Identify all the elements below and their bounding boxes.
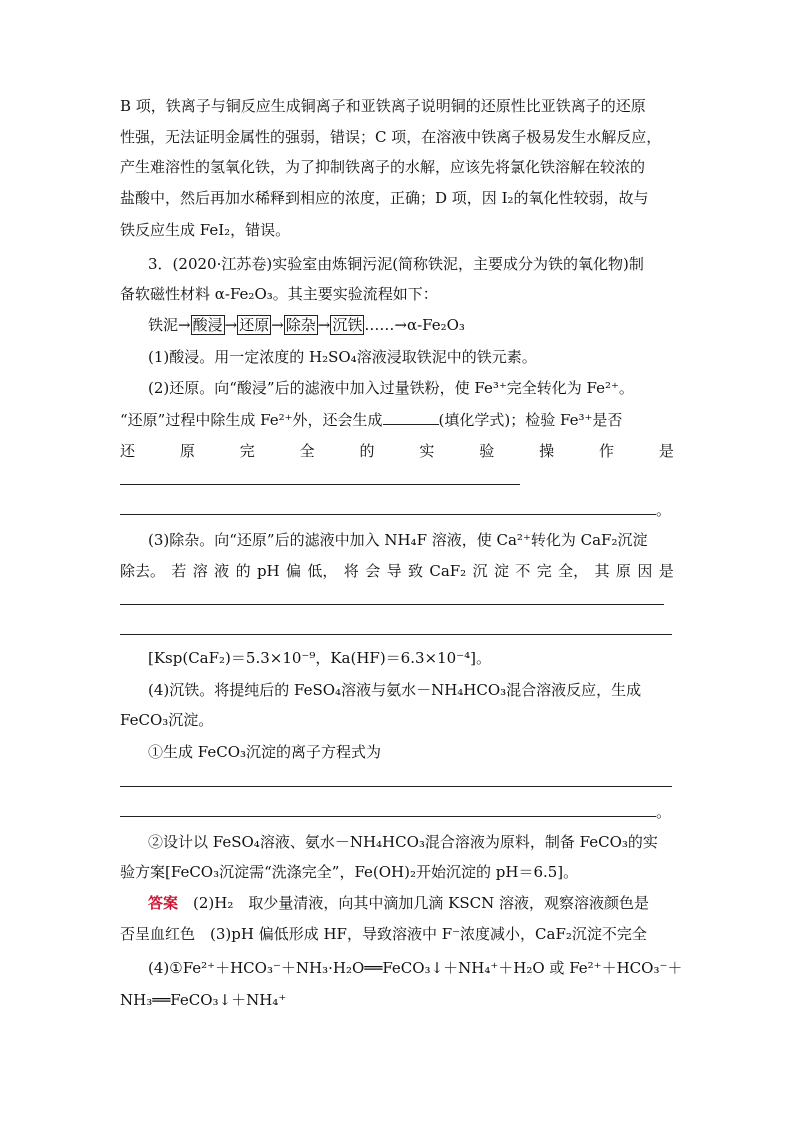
flow-step: 还原 [239,316,270,334]
flow-step: 酸浸 [192,316,223,334]
flow-step: 沉铁 [332,316,363,334]
line-text: B 项，铁离子与铜反应生成铜离子和亚铁离子说明铜的还原性比亚铁离子的还原 [120,97,646,115]
char: 原 [179,442,195,460]
answer-blank [120,484,520,485]
spaced-line [120,441,674,461]
answer-blank [120,816,656,817]
text-line: 铁反应生成 FeI₂，错误。 [120,221,291,239]
word: 会 [365,562,381,580]
text-line: 否呈血红色 (3)pH 偏低形成 HF，导致溶液中 F⁻浓度减小，CaF₂沉淀不完全 [120,925,647,943]
char: 作 [599,442,615,460]
char: 全 [299,442,315,460]
answer-blank [120,514,656,515]
line-text: (填化学式)；检验 Fe³⁺是否 [438,411,623,429]
char: 是 [658,442,674,460]
line-text: “还原”过程中除生成 Fe²⁺外，还会生成 [120,411,383,429]
text-line: 产生难溶性的氢氧化铁，为了抑制铁离子的水解，应该先将氯化铁溶解在较浓的 [120,158,646,176]
text-line: 性强，无法证明金属性的强弱，错误；C 项，在溶液中铁离子极易发生水解反应， [120,128,662,146]
equation-line: (4)①Fe²⁺＋HCO₃⁻＋NH₃·H₂O══FeCO₃↓＋NH₄⁺＋H₂O 或 Fe²⁺＋HCO₃⁻＋ [148,959,683,977]
text-line: (2)还原。向“酸浸”后的滤液中加入过量铁粉，使 Fe³⁺完全转化为 Fe²⁺。 [148,379,634,397]
char: 还 [120,442,136,460]
text-line [120,410,674,430]
answer-blank [120,786,672,787]
text-line: ②设计以 FeSO₄溶液、氨水－NH₄HCO₃混合溶液为原料，制备 FeCO₃的实 [148,833,658,851]
answer-line [148,893,674,913]
process-flow: 铁泥→ 酸浸 → 还原 → 除杂 → 沉铁 ……→α-Fe₂O₃ [148,316,465,334]
word: 的 [235,562,251,580]
flow-step: 除杂 [285,316,316,334]
word: 导 [386,562,402,580]
constants-line: [Ksp(CaF₂)＝5.3×10⁻⁹，Ka(HF)＝6.3×10⁻⁴]。 [148,649,491,667]
word: 沉 [472,562,488,580]
spaced-line [120,561,674,581]
text-line: 验方案[FeCO₃沉淀需“洗涤完全”，Fe(OH)₂开始沉淀的 pH＝6.5]。 [120,863,579,881]
word: 是 [658,562,674,580]
flow-end: ……→α-Fe₂O₃ [364,316,465,334]
word: 因 [637,562,653,580]
answer-blank [383,410,439,425]
text-line: (1)酸浸。用一定浓度的 H₂SO₄溶液浸取铁泥中的铁元素。 [148,348,537,366]
char: 实 [419,442,435,460]
word: 原 [615,562,631,580]
line-text: (2)H₂ 取少量清液，向其中滴加几滴 KSCN 溶液，观察溶液颜色是 [193,894,649,912]
period: 。 [656,803,672,821]
period: 。 [656,501,672,519]
text-line: FeCO₃沉淀。 [120,711,214,729]
word: 低， [307,562,338,580]
text-line: (3)除杂。向“还原”后的滤液中加入 NH₄F 溶液，使 Ca²⁺转化为 CaF₂沉淀 [148,531,648,549]
text-line: ①生成 FeCO₃沉淀的离子方程式为 [148,743,382,761]
answer-blank [120,634,672,635]
question-number-line: 3．(2020·江苏卷)实验室由炼铜污泥(简称铁泥，主要成分为铁的氧化物)制 [148,255,644,273]
word: 致 [407,562,423,580]
char: 验 [479,442,495,460]
text-line [120,96,674,116]
text-line: (4)沉铁。将提纯后的 FeSO₄溶液与氨水－NH₄HCO₃混合溶液反应，生成 [148,681,642,699]
text-line: 盐酸中，然后再加水稀释到相应的浓度，正确；D 项，因 I₂的氧化性较弱，故与 [120,189,649,207]
word: 其 [594,562,610,580]
word: pH [256,562,280,580]
char: 的 [359,442,375,460]
char: 操 [539,442,555,460]
answer-label: 答案 [148,894,179,912]
word: 将 [343,562,359,580]
word: CaF₂ [429,562,467,580]
word: 若 [171,562,187,580]
flow-start: 铁泥 [148,316,179,334]
char: 完 [239,442,255,460]
word: 淀 [493,562,509,580]
word: 除去。 [120,562,166,580]
word: 完 [536,562,552,580]
answer-blank [120,604,664,605]
word: 液 [214,562,230,580]
word: 不 [515,562,531,580]
word: 溶 [192,562,208,580]
text-line: 备软磁性材料 α-Fe₂O₃。其主要实验流程如下： [120,285,438,303]
equation-line: NH₃══FeCO₃↓＋NH₄⁺ [120,991,287,1009]
word: 偏 [286,562,302,580]
word: 全， [558,562,589,580]
